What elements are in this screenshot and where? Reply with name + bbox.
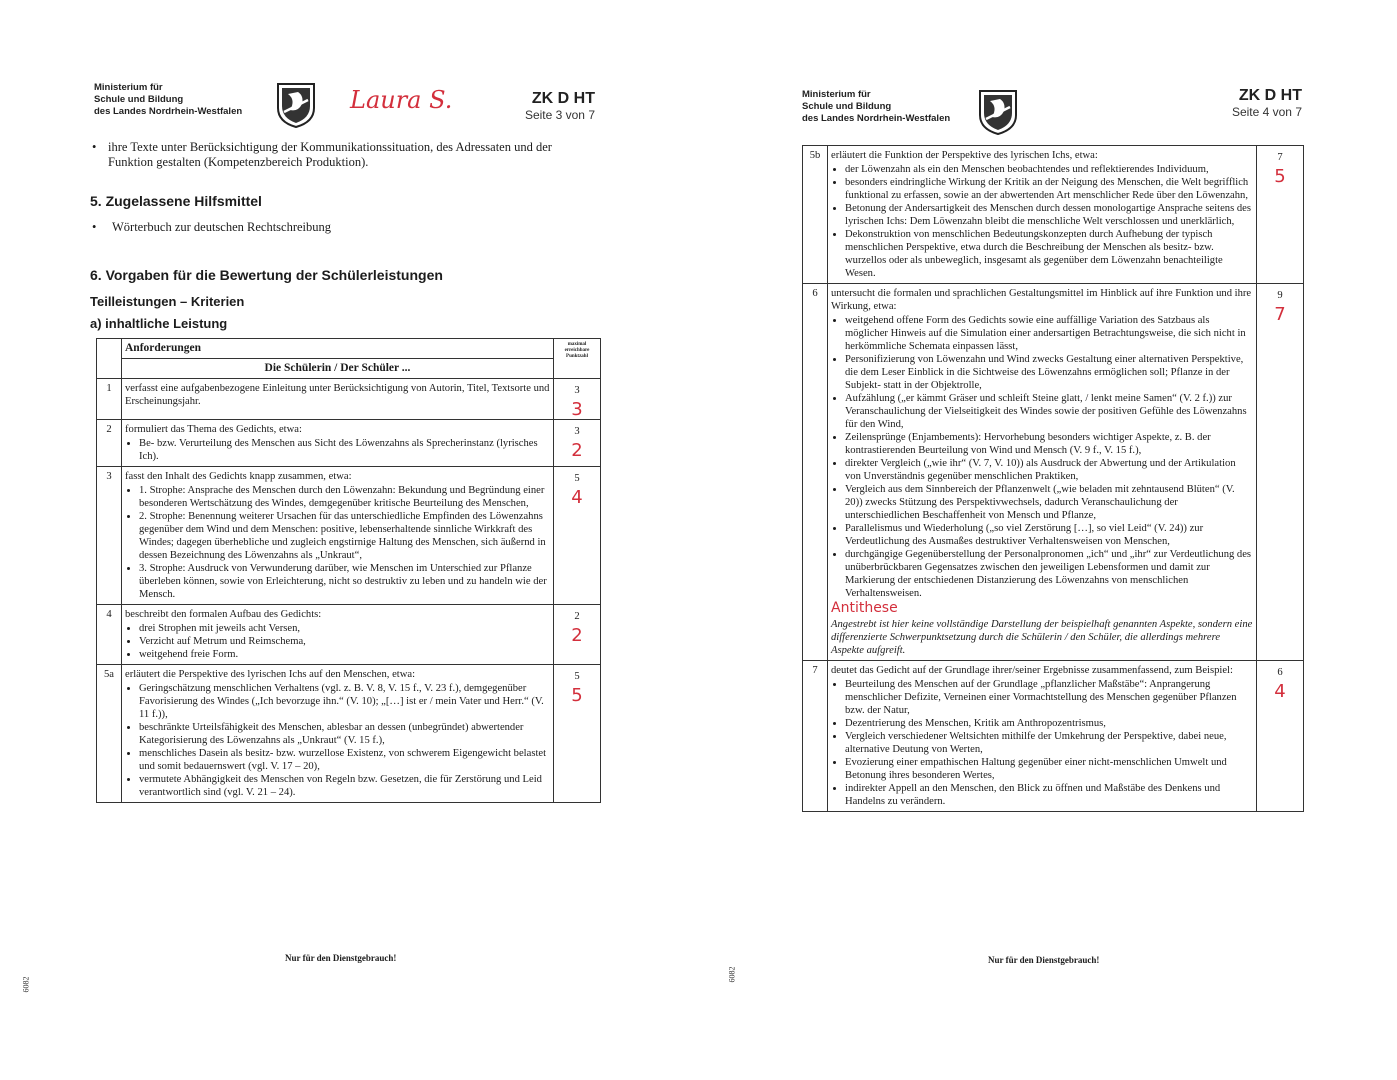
ministry-name bbox=[802, 89, 950, 125]
exam-code: ZK D HT bbox=[1238, 87, 1302, 104]
list-item: • durchgängige Gegenüberstellung der Personalpronomen „ich“ und „ihr“ zur Verdeutlichung des unüberbrückbaren Gegensatzes zwischen den jeweiligen Lebensformen und damit zur Markierung der entschiedenen Distanzierung des Löwenzahns von menschlichen Verhaltensweisen. bbox=[845, 548, 1253, 600]
list-item: • direkter Vergleich („wie ihr“ (V. 7, V. 10)) als Ausdruck der Abwertung und der Artikulation von Unverständnis gegenüber menschlichen Praktiken, bbox=[845, 457, 1253, 483]
row-number: 1 bbox=[97, 379, 122, 420]
nrw-crest-icon bbox=[276, 82, 316, 128]
ministry-line: des Landes Nordrhein-Westfalen bbox=[94, 106, 243, 117]
list-item: • Geringschätzung menschlichen Verhaltens (vgl. z. B. V. 8, V. 15 f., V. 23 f.), demgegenüber Favorisierung des Windes („Ich bevorzuge ihn.“ (V. 10); „[…] ist er / mein Vater und Herr.“ (V. 11 f.)), bbox=[139, 682, 550, 721]
awarded-points: 7 bbox=[1274, 304, 1286, 325]
section5-item-text: Wörterbuch zur deutschen Rechtschreibung bbox=[112, 220, 332, 234]
awarded-points: 2 bbox=[571, 625, 583, 646]
row-points bbox=[1257, 661, 1304, 812]
list-item: • Aufzählung („er kämmt Gräser und schleift Steine glatt, / lenkt meine Samen“ (V. 2 f.)) zur Veranschaulichung der Vielseitigkeit des Windes sowie der positiven Gefühle des Löwenzahns für den Wind, bbox=[845, 392, 1253, 431]
criteria-table-right bbox=[802, 145, 1304, 812]
awarded-points: 4 bbox=[1274, 681, 1286, 702]
row-number: 4 bbox=[97, 605, 122, 665]
table-subheader-row bbox=[97, 359, 601, 379]
page-number: Seite 3 von 7 bbox=[524, 108, 595, 122]
table-row bbox=[803, 661, 1304, 812]
list-item: • indirekter Appell an den Menschen, den Blick zu öffnen und Maßstäbe des Denkens und Handelns zu verändern. bbox=[845, 782, 1253, 808]
row-number: 5b bbox=[803, 146, 828, 284]
table-row bbox=[803, 284, 1304, 661]
list-item: • Parallelismus und Wiederholung („so viel Zerstörung […], so viel Leid“ (V. 24)) zur Verdeutlichung des Ausmaßes destruktiver Verhaltensweisen von Menschen, bbox=[845, 522, 1253, 548]
ministry-line: Schule und Bildung bbox=[94, 94, 184, 105]
list-item: • Evozierung einer empathischen Haltung gegenüber einer nicht-menschlichen Umwelt und Betonung ihres besonderen Wertes, bbox=[845, 756, 1253, 782]
requirement-list bbox=[125, 484, 550, 601]
requirement-list bbox=[831, 678, 1253, 808]
max-points: 9 bbox=[1277, 290, 1283, 301]
list-item: • vermutete Abhängigkeit des Menschen von Regeln bzw. Gesetzen, die für Zerstörung und Leid verantwortlich sind (vgl. V. 21 – 24). bbox=[139, 773, 550, 799]
row-requirement bbox=[828, 661, 1257, 812]
list-item: • weitgehend offene Form des Gedichts sowie eine auffällige Variation des Satzbaus als möglicher Hinweis auf die Simulation einer andersartigen Betrachtungsweise, die sich nicht in herkömmliche Schemata einpassen lässt, bbox=[845, 314, 1253, 353]
exam-code: ZK D HT bbox=[531, 90, 595, 107]
max-points: 3 bbox=[574, 426, 580, 437]
awarded-points: 4 bbox=[571, 487, 583, 508]
list-item: • Be- bzw. Verurteilung des Menschen aus Sicht des Löwenzahns als Sprecherinstanz (lyrisches Ich). bbox=[139, 437, 550, 463]
row-number: 3 bbox=[97, 467, 122, 605]
row-requirement bbox=[828, 284, 1257, 661]
awarded-points: 5 bbox=[571, 685, 583, 706]
awarded-points: 3 bbox=[571, 399, 583, 420]
table-row bbox=[97, 420, 601, 467]
row-points bbox=[1257, 146, 1304, 284]
row-number: 5a bbox=[97, 665, 122, 803]
requirement-list bbox=[831, 314, 1253, 600]
left-page bbox=[21, 70, 620, 1030]
intro-bullet: • ihre Texte unter Berücksichtigung der Kommunikationssituation, des Adressaten und der Funktion gestalten (Kompetenzbereich Produktion). bbox=[92, 140, 582, 170]
awarded-points: 5 bbox=[1274, 166, 1286, 187]
table-row bbox=[97, 467, 601, 605]
row-points bbox=[554, 379, 601, 420]
table-header-row bbox=[97, 339, 601, 359]
requirement-intro: verfasst eine aufgabenbezogene Einleitung unter Berücksichtigung von Autorin, Titel, Textsorte und Erscheinungsjahr. bbox=[125, 383, 550, 407]
row-requirement bbox=[122, 665, 554, 803]
row-requirement bbox=[122, 420, 554, 467]
ministry-line: Ministerium für bbox=[94, 82, 163, 93]
requirement-list bbox=[125, 622, 550, 661]
max-points: 6 bbox=[1277, 667, 1283, 678]
row-requirement bbox=[122, 467, 554, 605]
section5-title: 5. Zugelassene Hilfsmittel bbox=[90, 193, 262, 209]
criteria-rows bbox=[97, 379, 601, 803]
header-student: Die Schülerin / Der Schüler ... bbox=[122, 359, 554, 379]
requirement-intro: erläutert die Funktion der Perspektive des lyrischen Ichs, etwa: bbox=[831, 150, 1098, 161]
list-item: • 1. Strophe: Ansprache des Menschen durch den Löwenzahn: Bekundung und Begründung einer besonderen Wertschätzung des Windes, demgegenüber kritische Beurteilung des Menschen, bbox=[139, 484, 550, 510]
list-item: • drei Strophen mit jeweils acht Versen, bbox=[139, 622, 550, 635]
table-row bbox=[97, 605, 601, 665]
correction-note: Antithese bbox=[831, 600, 898, 616]
list-item: • beschränkte Urteilsfähigkeit des Menschen, ablesbar an dessen (unbegründet) abwertender Kategorisierung des Löwenzahns als „Unkraut“ (V. 15 f.), bbox=[139, 721, 550, 747]
list-item: • Vergleich verschiedener Weltsichten mithilfe der Umkehrung der Perspektive, dabei neue, alternative Deutung von Werten, bbox=[845, 730, 1253, 756]
requirement-list bbox=[831, 163, 1253, 280]
row-number: 7 bbox=[803, 661, 828, 812]
header-num-cell bbox=[97, 339, 122, 379]
max-points: 2 bbox=[574, 611, 580, 622]
side-code: 6082 bbox=[727, 966, 737, 983]
requirement-intro: formuliert das Thema des Gedichts, etwa: bbox=[125, 424, 302, 435]
table-row bbox=[803, 146, 1304, 284]
list-item: • 2. Strophe: Benennung weiterer Ursachen für das unterschiedliche Empfinden des Löwenzahns gegenüber dem Wind und dem Menschen: positive, lebenserhaltende sinnliche Wirkkraft des Windes; dagegen überhebliche und zugleich engstirnige Haltung des Menschen, sich äußernd in dessen Bezeichnung des Löwenzahns als „Unkraut“, bbox=[139, 510, 550, 562]
requirement-intro: fasst den Inhalt des Gedichts knapp zusammen, etwa: bbox=[125, 471, 352, 482]
footer-note: Nur für den Dienstgebrauch! bbox=[988, 955, 1100, 965]
requirement-intro: deutet das Gedicht auf der Grundlage ihrer/seiner Ergebnisse zusammenfassend, zum Beispiel: bbox=[831, 665, 1233, 676]
row-requirement bbox=[122, 605, 554, 665]
ministry-line: Schule und Bildung bbox=[802, 101, 892, 112]
list-item: • der Löwenzahn als ein den Menschen beobachtendes und reflektierendes Individuum, bbox=[845, 163, 1253, 176]
side-code: 6082 bbox=[21, 976, 31, 993]
max-points: 5 bbox=[574, 671, 580, 682]
list-item: • Beurteilung des Menschen auf der Grundlage „pflanzlicher Maßstäbe“: Anprangerung menschlicher Defizite, Verneinen einer Vormachtstellung des Menschen gegenüber Pflanzen bzw. der Natur, bbox=[845, 678, 1253, 717]
section6-title: 6. Vorgaben für die Bewertung der Schülerleistungen bbox=[90, 267, 443, 283]
row-number: 2 bbox=[97, 420, 122, 467]
footer-note: Nur für den Dienstgebrauch! bbox=[285, 953, 397, 963]
criteria-table-left bbox=[96, 338, 601, 803]
requirement-intro: untersucht die formalen und sprachlichen Gestaltungsmittel im Hinblick auf ihre Funktion und ihre Wirkung, etwa: bbox=[831, 288, 1252, 312]
list-item: • menschliches Dasein als besitz- bzw. wurzellose Existenz, von schwerem Eigengewicht belastet und somit bedauernswert (vgl. V. 17 – 20), bbox=[139, 747, 550, 773]
ministry-name bbox=[94, 82, 242, 118]
list-item: • Betonung der Andersartigkeit des Menschen durch dessen monologartige Ansprache seitens des lyrischen Ichs: Dem Löwenzahn bleibt die menschliche Welt verschlossen und unerklärlich, bbox=[845, 202, 1253, 228]
row-requirement bbox=[828, 146, 1257, 284]
assessment-note: Angestrebt ist hier keine vollständige Darstellung der beispielhaft genannten Aspekte, sondern eine differenzierte Schwerpunktsetzung durch die Schülerin / den Schüler, die allerdings mehrere Aspekte aufgreift. bbox=[831, 619, 1253, 656]
right-page bbox=[727, 75, 1330, 1035]
requirement-intro: erläutert die Perspektive des lyrischen Ichs auf den Menschen, etwa: bbox=[125, 669, 416, 680]
max-points: 7 bbox=[1277, 152, 1283, 163]
awarded-points: 2 bbox=[571, 440, 583, 461]
ministry-line: des Landes Nordrhein-Westfalen bbox=[802, 113, 951, 124]
requirement-list bbox=[125, 682, 550, 799]
list-item: • Personifizierung von Löwenzahn und Wind zwecks Gestaltung einer alternativen Perspektive, die dem Leser Einblick in die Sichtweise des Löwenzahns ermöglichen soll; Pflanze in der Subjekt- statt in der Objektrolle, bbox=[845, 353, 1253, 392]
section6-part: a) inhaltliche Leistung bbox=[90, 316, 228, 331]
max-points: 5 bbox=[574, 473, 580, 484]
requirement-list bbox=[125, 437, 550, 463]
table-row bbox=[97, 665, 601, 803]
intro-bullet-text: ihre Texte unter Berücksichtigung der Kommunikationssituation, des Adressaten und der Funktion gestalten (Kompetenzbereich Produktion). bbox=[108, 140, 552, 169]
row-number: 6 bbox=[803, 284, 828, 661]
row-points bbox=[554, 665, 601, 803]
list-item: • Vergleich aus dem Sinnbereich der Pflanzenwelt („wie beladen mit zehntausend Blüten“ (V. 20)) zwecks Stützung des Perspektivwechsels, dadurch Veranschaulichung der unterschiedlichen Beschaffenheit von Mensch und Pflanze, bbox=[845, 483, 1253, 522]
student-signature: Laura S. bbox=[350, 86, 453, 114]
header-max-points: maximal erreichbare Punktzahl bbox=[554, 339, 601, 379]
table-row bbox=[97, 379, 601, 420]
criteria-rows bbox=[803, 146, 1304, 812]
row-points bbox=[554, 467, 601, 605]
requirement-intro: beschreibt den formalen Aufbau des Gedichts: bbox=[125, 609, 322, 620]
header-requirements: Anforderungen bbox=[122, 339, 554, 359]
list-item: • Verzicht auf Metrum und Reimschema, bbox=[139, 635, 550, 648]
row-points bbox=[554, 420, 601, 467]
max-points: 3 bbox=[574, 385, 580, 396]
row-requirement bbox=[122, 379, 554, 420]
list-item: • Dezentrierung des Menschen, Kritik am Anthropozentrismus, bbox=[845, 717, 1253, 730]
list-item: • weitgehend freie Form. bbox=[139, 648, 550, 661]
list-item: • Zeilensprünge (Enjambements): Hervorhebung besonders wichtiger Aspekte, z. B. der kontrastierenden Beurteilung von Wind und Mensch (V. 9 f., V. 15 f.), bbox=[845, 431, 1253, 457]
section6-subtitle: Teilleistungen – Kriterien bbox=[90, 294, 245, 309]
list-item: • 3. Strophe: Ausdruck von Verwunderung darüber, wie Menschen im Unterschied zur Pflanze überleben können, sowie von Erleichterung, nicht so destruktiv zu leben und zu handeln wie der Mensch. bbox=[139, 562, 550, 601]
ministry-line: Ministerium für bbox=[802, 89, 871, 100]
nrw-crest-icon bbox=[978, 89, 1018, 135]
page-number: Seite 4 von 7 bbox=[1231, 105, 1302, 119]
list-item: • Dekonstruktion von menschlichen Bedeutungskonzepten durch Aufhebung der typisch menschlichen Perspektive, etwa durch die Beschreibung der Menschen als besitz- bzw. wurzellos oder als unbeweglich, insgesamt als gegenüber dem Löwenzahn benachteiligte Wesen. bbox=[845, 228, 1253, 280]
row-points bbox=[554, 605, 601, 665]
section5-item: • Wörterbuch zur deutschen Rechtschreibung bbox=[92, 220, 512, 235]
list-item: • besonders eindringliche Wirkung der Kritik an der Neigung des Menschen, die Welt begrifflich funktional zu erfassen, sowie an der abwertenden Art menschlicher Rede über den Löwenzahn, bbox=[845, 176, 1253, 202]
row-points bbox=[1257, 284, 1304, 661]
